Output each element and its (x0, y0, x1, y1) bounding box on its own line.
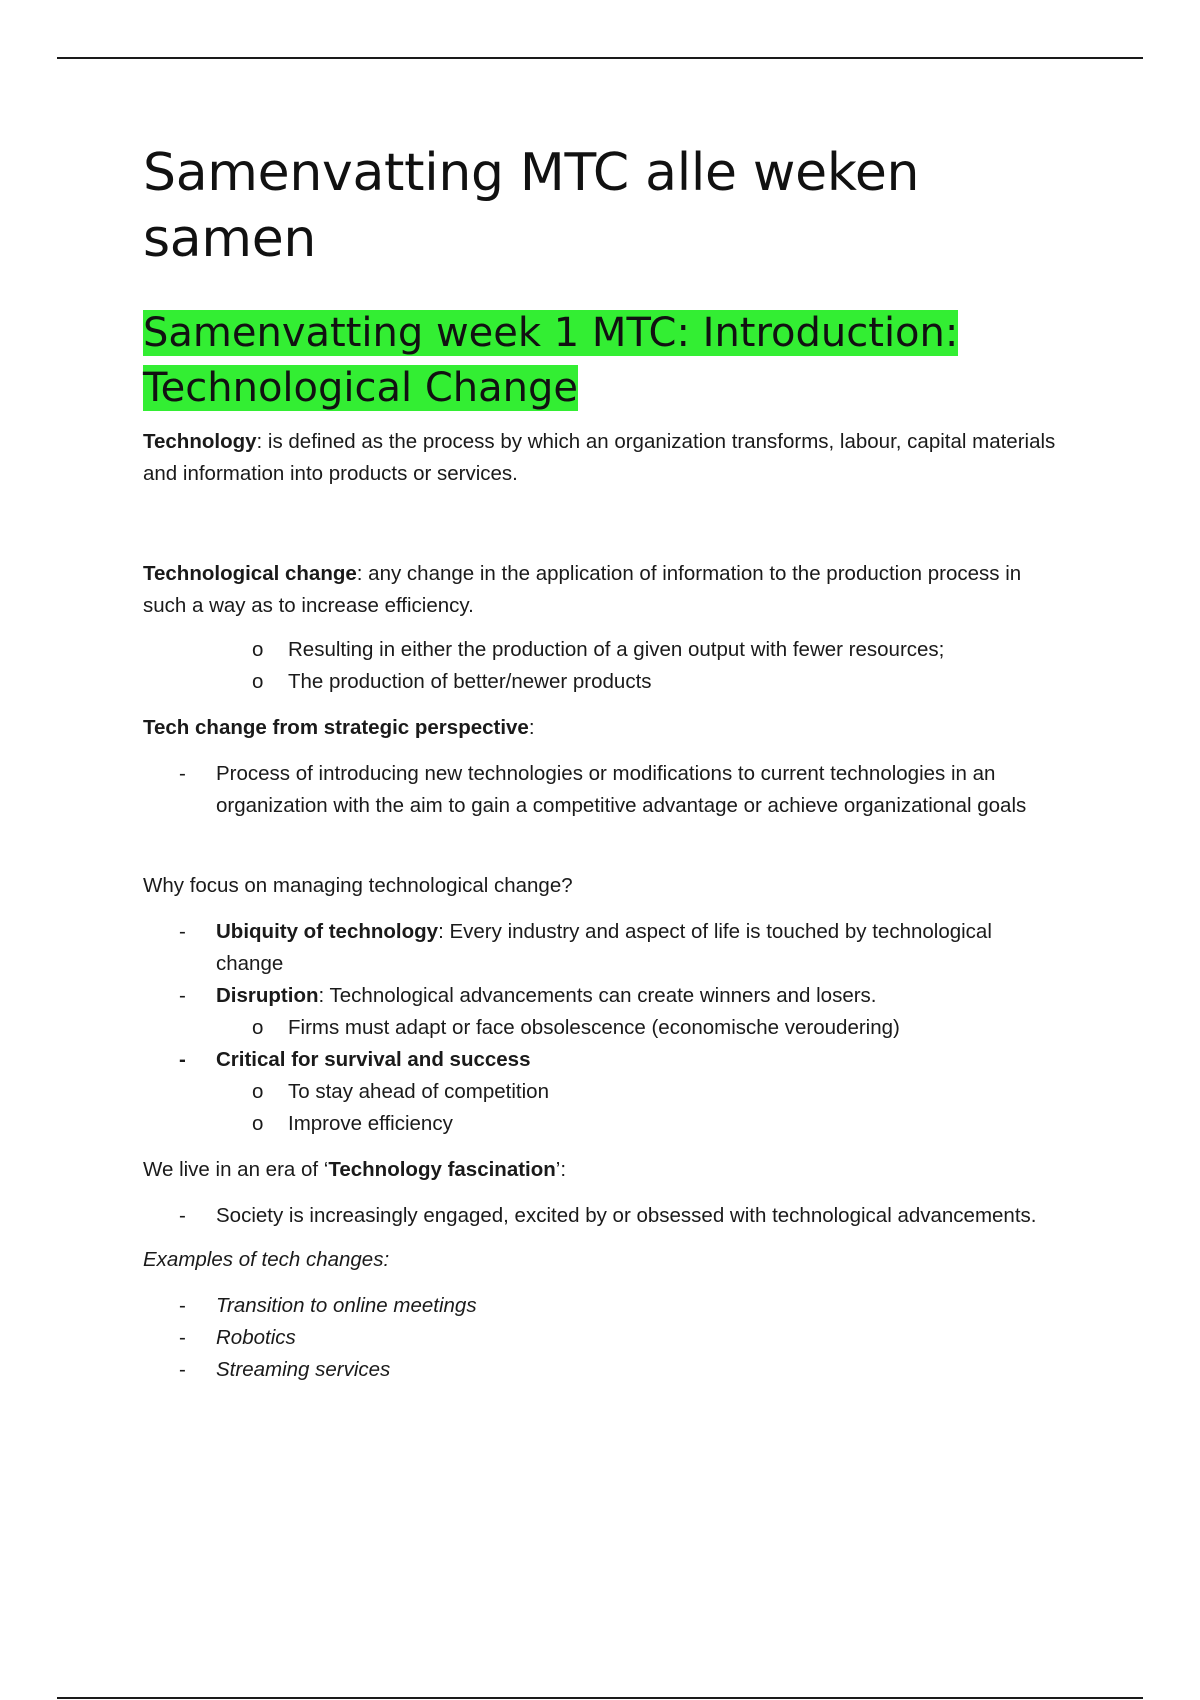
tech-change-definition (143, 558, 1063, 622)
technology-term: Technology (143, 430, 257, 453)
list-item-text: Transition to online meetings (216, 1294, 477, 1317)
dash-bullet-icon: - (179, 1326, 186, 1349)
fascination-prefix: We live in an era of ‘ (143, 1158, 329, 1181)
document-body (143, 140, 1063, 1386)
section-title (143, 306, 1063, 416)
list-item (179, 758, 1063, 822)
list-item (252, 1076, 1063, 1108)
list-item-text: : Technological advancements can create winners and losers. (318, 984, 877, 1007)
section-title-highlight: Samenvatting week 1 MTC: Introduction: Technological Change (143, 310, 959, 411)
top-rule (57, 57, 1143, 59)
list-item-term: Ubiquity of technology (216, 920, 439, 943)
list-item (179, 1200, 1063, 1232)
list-item (179, 1290, 1063, 1322)
why-focus-question: Why focus on managing technological change? (143, 874, 573, 897)
strategic-bullets (143, 758, 1063, 822)
list-item-text: Firms must adapt or face obsolescence (economische veroudering) (288, 1016, 900, 1039)
list-item (179, 916, 1063, 980)
circle-bullet-icon: o (252, 638, 264, 661)
sub-list (216, 1012, 1063, 1044)
list-item-term: Disruption (216, 984, 319, 1007)
dash-bullet-icon: - (179, 1294, 186, 1317)
dash-bullet-icon: - (179, 984, 186, 1007)
examples-heading (143, 1244, 1063, 1276)
why-focus-list (143, 916, 1063, 1140)
tech-change-term: Technological change (143, 562, 357, 585)
fascination-heading (143, 1154, 1063, 1186)
examples-list (143, 1290, 1063, 1386)
circle-bullet-icon: o (252, 1080, 264, 1103)
list-item-text: Robotics (216, 1326, 296, 1349)
list-item (252, 1108, 1063, 1140)
sub-list (216, 1076, 1063, 1140)
bottom-rule (57, 1697, 1143, 1699)
list-item (179, 1354, 1063, 1386)
list-item-text: Improve efficiency (288, 1112, 453, 1135)
document-title: Samenvatting MTC alle weken samen (143, 143, 920, 269)
list-item-term: Critical for survival and success (216, 1048, 531, 1071)
strategic-colon: : (528, 716, 535, 739)
list-item (179, 1322, 1063, 1354)
dash-bullet-icon: - (179, 920, 186, 943)
list-item (252, 634, 1063, 666)
list-item-text: Process of introducing new technologies or modifications to current technologies in an organization with the aim to gain a competitive advantage or achieve organizational goals (216, 762, 1027, 817)
circle-bullet-icon: o (252, 670, 264, 693)
fascination-term: Technology fascination (328, 1158, 556, 1181)
dash-bullet-icon: - (179, 1204, 186, 1227)
tech-change-text: : any change in the application of information to the production process in such a way as to increase efficiency. (143, 562, 1022, 617)
strategic-term: Tech change from strategic perspective (143, 716, 529, 739)
dash-bullet-icon: - (179, 1048, 186, 1071)
fascination-bullets (143, 1200, 1063, 1232)
examples-heading-text: Examples of tech changes: (143, 1248, 390, 1271)
fascination-suffix: ’: (555, 1158, 567, 1181)
list-item-text: Society is increasingly engaged, excited by or obsessed with technological advancements. (216, 1204, 1037, 1227)
technology-definition (143, 426, 1063, 490)
circle-bullet-icon: o (252, 1112, 264, 1135)
list-item (179, 980, 1063, 1044)
list-item-text: : Every industry and aspect of life is touched by technological change (216, 920, 992, 975)
dash-bullet-icon: - (179, 762, 186, 785)
tech-change-bullets (143, 634, 1063, 698)
strategic-heading (143, 712, 1063, 744)
list-item-text: The production of better/newer products (288, 670, 652, 693)
list-item (179, 1044, 1063, 1140)
list-item-text: Streaming services (216, 1358, 391, 1381)
list-item-text: To stay ahead of competition (288, 1080, 549, 1103)
list-item (252, 666, 1063, 698)
dash-bullet-icon: - (179, 1358, 186, 1381)
technology-text: : is defined as the process by which an organization transforms, labour, capital materials and information into products or services. (143, 430, 1056, 485)
circle-bullet-icon: o (252, 1016, 264, 1039)
list-item (252, 1012, 1063, 1044)
list-item-text: Resulting in either the production of a given output with fewer resources; (288, 638, 945, 661)
